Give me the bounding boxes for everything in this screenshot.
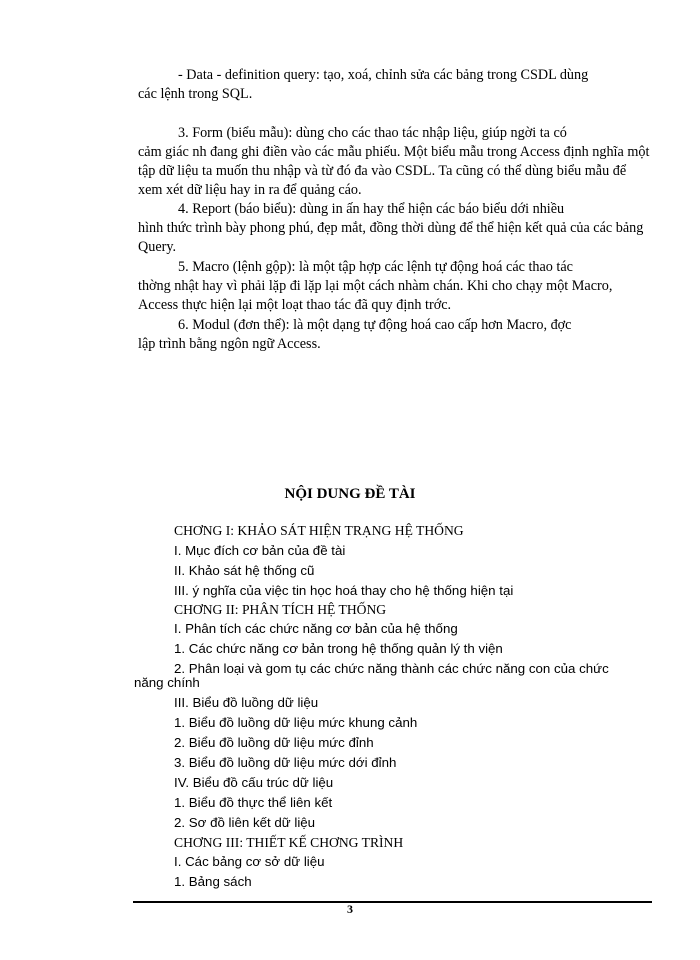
toc-item: I. Các bảng cơ sở dữ liệu	[174, 854, 325, 869]
paragraph-continuation: hình thức trình bày phong phú, đẹp mắt, đồng thời dùng để thể hiện kết quả của các bảng Query.	[138, 220, 644, 255]
toc-item: IV. Biểu đồ cấu trúc dữ liệu	[174, 775, 334, 790]
toc-item: 3. Biểu đồ luồng dữ liệu mức dới đỉnh	[174, 755, 397, 770]
paragraph-first-line: 4. Report (báo biểu): dùng in ấn hay thể hiện các báo biểu dới nhiều	[178, 201, 565, 217]
toc-item: 2. Sơ đồ liên kết dữ liệu	[174, 815, 316, 830]
section-title: NỘI DUNG ĐỀ TÀI	[284, 486, 416, 502]
paragraph-modul	[138, 316, 652, 354]
paragraph-first-line: - Data - definition query: tạo, xoá, chỉnh sửa các bảng trong CSDL dùng	[178, 67, 589, 83]
toc-item: I. Phân tích các chức năng cơ bản của hệ thống	[174, 621, 458, 636]
paragraph-continuation: thờng nhật hay vì phải lặp đi lặp lại một cách nhàm chán. Khi cho chạy một Macro, Access thực hiện lại một loạt thao tác đã quy định trớc.	[138, 278, 613, 313]
toc-item-continuation: năng chính	[134, 675, 200, 690]
paragraph-continuation: cảm giác nh đang ghi điền vào các mẫu phiếu. Một biểu mẫu trong Access định nghĩa một tập dữ liệu ta muốn thu nhập và từ đó đa vào CSDL. Ta cũng có thể dùng biểu mẫu để xem xét dữ liệu hay in ra để quảng cáo.	[138, 144, 650, 198]
page-number: 3	[347, 902, 353, 916]
paragraph-continuation: các lệnh trong SQL.	[138, 86, 253, 102]
paragraph-report	[138, 200, 652, 257]
toc-item: 1. Biểu đồ luồng dữ liệu mức khung cảnh	[174, 715, 418, 730]
paragraph-form	[138, 124, 652, 200]
toc-item: 1. Các chức năng cơ bản trong hệ thống quản lý th viện	[174, 641, 503, 656]
toc-chapter-3: CHƠNG III: THIẾT KẾ CHƠNG TRÌNH	[174, 835, 404, 850]
paragraph-first-line: 3. Form (biểu mẫu): dùng cho các thao tác nhập liệu, giúp ngời ta có	[178, 125, 567, 141]
toc-item: 1. Bảng sách	[174, 874, 252, 889]
toc-item: 2. Phân loại và gom tụ các chức năng thành các chức năng con của chức	[174, 661, 609, 676]
toc-item: I. Mục đích cơ bản của đề tài	[174, 543, 346, 558]
paragraph-macro	[138, 258, 652, 315]
toc-chapter-2: CHƠNG II: PHÂN TÍCH HỆ THỐNG	[174, 602, 387, 617]
paragraph-continuation: lập trình bằng ngôn ngữ Access.	[138, 336, 321, 352]
toc-item: III. Biểu đồ luồng dữ liệu	[174, 695, 319, 710]
toc-item: 1. Biểu đồ thực thể liên kết	[174, 795, 333, 810]
toc-item: 2. Biểu đồ luồng dữ liệu mức đỉnh	[174, 735, 374, 750]
paragraph-data-definition-query	[138, 66, 652, 104]
paragraph-first-line: 5. Macro (lệnh gộp): là một tập hợp các lệnh tự động hoá các thao tác	[178, 259, 573, 275]
paragraph-first-line: 6. Modul (đơn thể): là một dạng tự động hoá cao cấp hơn Macro, đợc	[178, 317, 572, 333]
toc-item: III. ý nghĩa của việc tin học hoá thay cho hệ thống hiện tại	[174, 583, 514, 598]
toc-chapter-1: CHƠNG I: KHẢO SÁT HIỆN TRẠNG HỆ THỐNG	[174, 523, 464, 538]
toc-item: II. Khảo sát hệ thống cũ	[174, 563, 315, 578]
